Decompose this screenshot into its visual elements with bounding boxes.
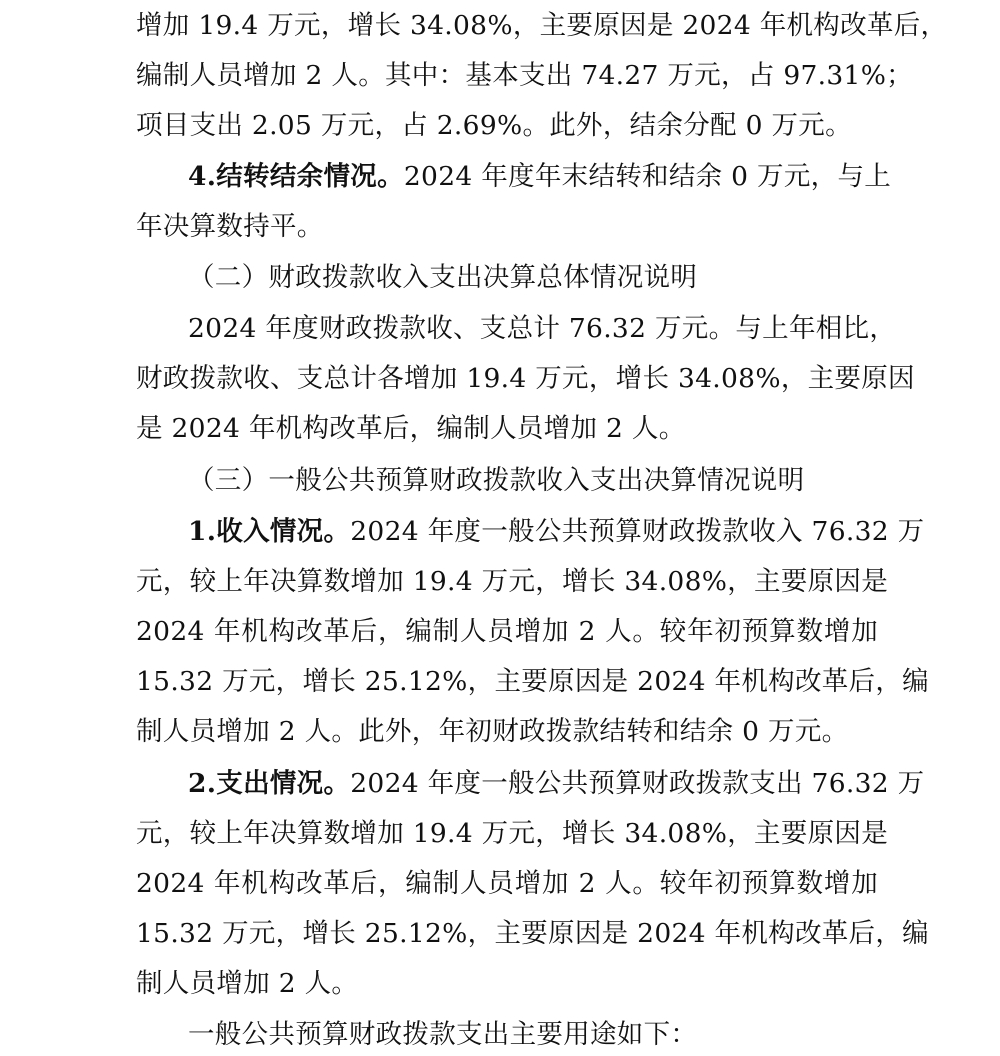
text-line: 2024 年度财政拨款收、支总计 76.32 万元。与上年相比， — [188, 313, 897, 344]
text-line: 编制人员增加 2 人。其中：基本支出 74.27 万元，占 97.31%； — [136, 60, 913, 91]
text-line: 财政拨款收、支总计各增加 19.4 万元，增长 34.08%，主要原因 — [136, 363, 915, 394]
text-line: 15.32 万元，增长 25.12%，主要原因是 2024 年机构改革后，编 — [136, 918, 929, 949]
text-line: 增加 19.4 万元，增长 34.08%，主要原因是 2024 年机构改革后， — [136, 10, 948, 41]
text-run: 2024 年度一般公共预算财政拨款收入 76.32 万 — [350, 516, 925, 547]
text-line: 年决算数持平。 — [136, 211, 324, 242]
text-run: 2024 年度一般公共预算财政拨款支出 76.32 万 — [350, 768, 925, 799]
text-line: 2024 年机构改革后，编制人员增加 2 人。较年初预算数增加 — [136, 616, 878, 647]
text-line: 项目支出 2.05 万元，占 2.69%。此外，结余分配 0 万元。 — [136, 110, 852, 141]
text-line: 元，较上年决算数增加 19.4 万元，增长 34.08%，主要原因是 — [136, 818, 889, 849]
text-line: 一般公共预算财政拨款支出主要用途如下： — [188, 1019, 698, 1050]
text-line: 制人员增加 2 人。此外，年初财政拨款结转和结余 0 万元。 — [136, 716, 849, 747]
item-heading: 1.收入情况。 — [188, 516, 351, 547]
paragraph-income-first-line — [188, 514, 925, 550]
paragraph-4-first-line — [188, 159, 892, 195]
text-run: 2024 年度年末结转和结余 0 万元，与上 — [403, 161, 892, 192]
section-title: （三）一般公共预算财政拨款收入支出决算情况说明 — [188, 465, 805, 496]
text-line: 2024 年机构改革后，编制人员增加 2 人。较年初预算数增加 — [136, 868, 878, 899]
section-title: （二）财政拨款收入支出决算总体情况说明 — [188, 262, 698, 293]
text-line: 15.32 万元，增长 25.12%，主要原因是 2024 年机构改革后，编 — [136, 666, 929, 697]
text-line: 是 2024 年机构改革后，编制人员增加 2 人。 — [136, 413, 686, 444]
item-heading: 4.结转结余情况。 — [188, 161, 404, 192]
paragraph-expenditure-first-line — [188, 766, 925, 802]
text-line: 元，较上年决算数增加 19.4 万元，增长 34.08%，主要原因是 — [136, 566, 889, 597]
item-heading: 2.支出情况。 — [188, 768, 351, 799]
text-line: 制人员增加 2 人。 — [136, 968, 359, 999]
